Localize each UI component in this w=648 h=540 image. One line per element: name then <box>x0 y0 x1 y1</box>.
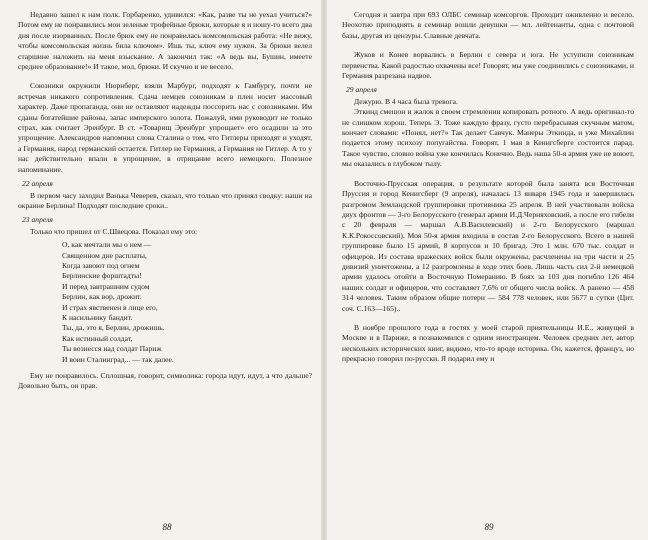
paragraph-gorbarenko: Недавно зашел к нам полк. Горбаренко, удивился: «Как, разве ты не уехал учиться?» Потом ему не понравились мои зеленые трофейные брюки, которые я и ношу-то всего два дня после изорванных. После брюк ему не понравилась комсомольская работа: «Не вижу, чтобы комсомольская жизнь била ключом». Ишь ты, ключ ему нужен. За брюки велел старшине наложить на меня взыскание. А закончил так: «А ведь вы, Бушин, имеете среднее образование!» И такое, мол, брюки. И скучно и не весело. <box>18 10 312 72</box>
poem-line: Ты, да, это я, Берлин, дрожишь. <box>62 323 165 333</box>
poem-line: Берлин, как вор, дрожит. <box>62 292 142 302</box>
poem-line: И перед завтрашним судом <box>62 281 150 291</box>
date-heading: 23 апреля <box>22 215 53 225</box>
right-page <box>342 10 634 530</box>
poem-line: О, как мечтали мы о нем — <box>62 240 152 250</box>
page-number-left: 88 <box>162 522 172 532</box>
date-heading: 29 апреля <box>346 85 377 95</box>
poem <box>62 240 312 365</box>
poem-line: Священном дне расплаты, <box>62 250 147 260</box>
paragraph-poem-critique: Ему не понравилось. Сплошная, говорит, символика: города идут, идут, а что дальше? Довольно быть, он прав. <box>18 371 312 391</box>
paragraph-seminar: Сегодня и завтра при 693 ОЛБС семинар комсоргов. Проходит оживленно и весело. Неохотно приподнять в семинар вошли девушки — мл. лейтенанты, одна с почтовой базы, другая из цензуры. Славные девчата. <box>342 10 634 40</box>
poem-line: К насильнику бандит. <box>62 312 133 322</box>
paragraph-operation: Восточно-Прусская операция, в результате которой была занята вся Восточная Пруссия и город Кенигсберг (9 апреля), началась 13 января 1945 года и завершилась разгромом Земландской группировки противника 25 апреля. В ней участвовали войска двух фронтов — 3-го Белорусского (генерал армии И.Д.Черняховский, а после его гибели с 20 февраля — маршал А.В.Василевский) и 2-го Белорусского (маршал К.К.Рокоссовский). Моя 50-я армия входила в состав 2-го Белорусского. Всего в нашей группировке было 15 армий, 8 корпусов и 10 бригад. Это 1 млн. 670 тыс. солдат и офицеров. Из состава вражеских войск были окружены, расчленены на три части и 25 дивизий уничтожены, а 12 разгромлены в ходе этих боев. Лишь часть сил 2-й немецкой армии удалось отойти в Восточную Померанию. В боях за 103 дня погибло 126 464 наших солдат и офицеров, что составляет 7,6% от общего числа войск. А ранено — 458 314 человек. Таким образом общие потери — 584 778 человек, или 5677 в сутки (Цит. соч. С.163—165).. <box>342 178 634 313</box>
poem-line: Когда завоют под огнем <box>62 260 140 270</box>
paragraph-duty: Дежурю. В 4 часа была тревога. <box>354 96 458 106</box>
poem-line: Ты вознесся над солдат Париж <box>62 344 162 354</box>
left-page <box>18 10 312 530</box>
poem-line: И страх явственен в лице его, <box>62 302 158 312</box>
poem-line: И воин Сталинград... — так далее. <box>62 354 174 364</box>
poem-line: Берлинские форштадты! <box>62 271 142 281</box>
paragraph-shvetsov: Только что пришел от С.Швецова. Показал ему это: <box>30 226 198 236</box>
date-heading: 22 апреля <box>22 179 53 189</box>
paragraph-berlin: Жуков и Конев ворвались в Берлин с севера и юга. Не уступили союзникам первенства. Какой радостью охвачены все! Говорят, мы уже соединились с союзниками, и Германия разрезана надвое. <box>342 50 634 81</box>
paragraph-etkind: Эткинд смешон и жалок в своем стремлении копировать ротного. А ведь оригинал-то не слишком хорош. Теперь Э. Тоже каждую фразу, густо перебрасывая скучным матом, кончает словами: «Понял, нет?» Так делает Савчук. Манеры Эткинда, и уже Михайлин подается этому психозу попугайства. Говорят, 1 мая в Кенигсберге состоится парад. Такое чувство, словно война уже кончилась Конечно. Ведь наша 50-я армия уже не воюет, мы оказались в глубоком тылу. <box>342 107 634 169</box>
paragraph-november: В ноябре прошлого года в гостях у моей старой приятельницы И.Е., живущей в Москве и в Париже, я познакомился с одним иностранцем. Человек средних лет, автор нескольких исторических книг, видимо, что-то вроде историка. Он, кажется, француз, но прекрасно говорил по-русски. Я подарил ему и <box>342 322 634 364</box>
book-gutter <box>321 0 327 540</box>
paragraph-cheverev: В первом часу заходил Ванька Чеверев, сказал, что только что принял сводку: наши на окраине Берлина! Подходят последние сроки.. <box>18 190 312 210</box>
poem-line: Как истинный солдат, <box>62 333 133 343</box>
paragraph-allies: Союзники окружили Нюрнберг, взяли Марбург, подходят к Гамбургу, почти не встречая никакого сопротивления. Сдача немцев союзникам в плен носит массовый характер. Даже пропаганда, они не оставляют надежды поссорить нас с союзниками. Им сданы богатейшие районы, запас имперского золота. Пожалуй, ими руководит не только страх, как считает Эренбург. В ст. «Товарищ Эренбург упрощает» его осадили за это упрощение. Александров напомнил слова Сталина о том, что Гитлеры приходят и уходят, а Германия, народ германский остается. Гитлер не Германия, а Германия не Гитлер. А то у нас действительно впали в упрощение, в отрицание всего немецкого. Полезное напоминание. <box>18 81 312 174</box>
page-number-right: 89 <box>484 522 494 532</box>
